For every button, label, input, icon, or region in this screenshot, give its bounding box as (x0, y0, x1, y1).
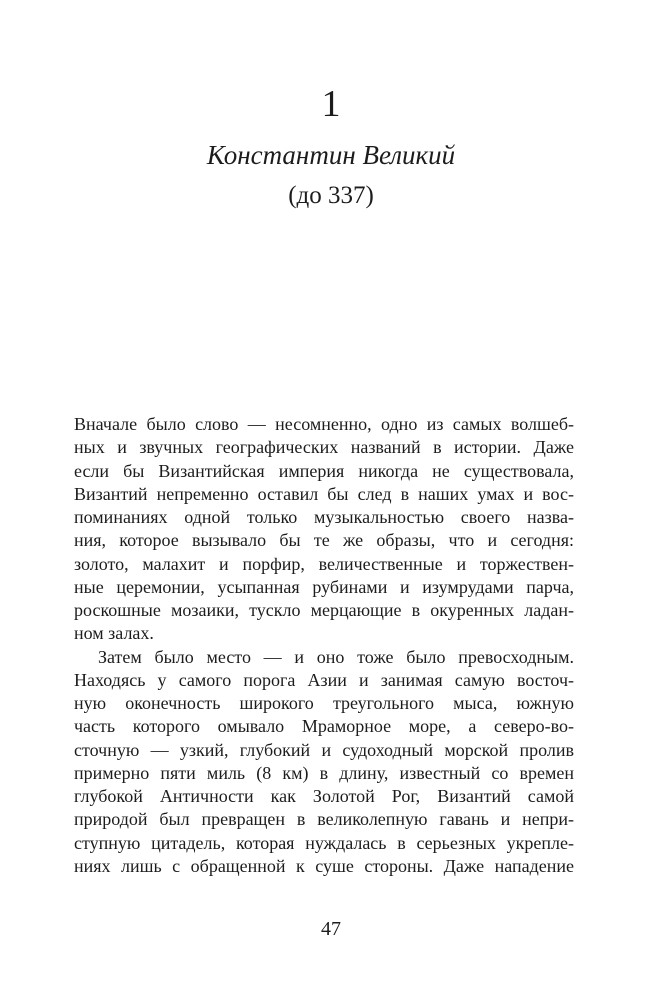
text-line: поминаниях одной только музыкальностью своего назва- (74, 507, 574, 527)
text-line: если бы Византийская империя никогда не существовала, (74, 460, 574, 481)
text-line: сточную — узкий, глубокий и судоходный морской пролив (74, 739, 574, 760)
text-line: примерно пяти миль (8 км) в длину, известный со времен (74, 762, 574, 783)
text-line: ном залах. (74, 623, 154, 644)
text-line: ные церемонии, усыпанная рубинами и изумрудами парча, (74, 576, 574, 597)
text-line: ниях лишь с обращенной к суше стороны. Даже нападение (74, 855, 574, 876)
text-line: ную оконечность широкого треугольного мыса, южную (74, 693, 574, 713)
text-line: ступную цитадель, которая нуждалась в серьезных укрепле- (74, 832, 574, 853)
paragraph (74, 646, 574, 879)
page-number: 47 (321, 918, 341, 940)
text-line: Византий непременно оставил бы след в наших умах и вос- (74, 483, 574, 504)
text-line: природой был превращен в великолепную гавань и непри- (74, 809, 574, 830)
text-line: роскошные мозаики, тускло мерцающие в окуренных ладан- (74, 600, 574, 620)
text-line: Затем было место — и оно тоже было превосходным. (98, 646, 574, 667)
text-line: золото, малахит и порфир, величественные и торжествен- (74, 553, 574, 574)
text-line: глубокой Античности как Золотой Рог, Византий самой (74, 786, 574, 806)
chapter-number: 1 (321, 83, 341, 125)
text-line: Находясь у самого порога Азии и занимая самую восточ- (74, 669, 574, 690)
paragraph (74, 413, 574, 646)
text-line: ных и звучных географических названий в истории. Даже (74, 437, 574, 458)
text-line: часть которого омывало Мраморное море, а северо-во- (74, 716, 574, 737)
text-line: Вначале было слово — несомненно, одно из самых волшеб- (74, 414, 574, 434)
chapter-title: Константин Великий (206, 140, 456, 170)
body-text (74, 413, 574, 878)
text-line: ния, которое вызывало бы те же образы, что и сегодня: (74, 530, 574, 551)
chapter-period: (до 337) (288, 182, 374, 209)
